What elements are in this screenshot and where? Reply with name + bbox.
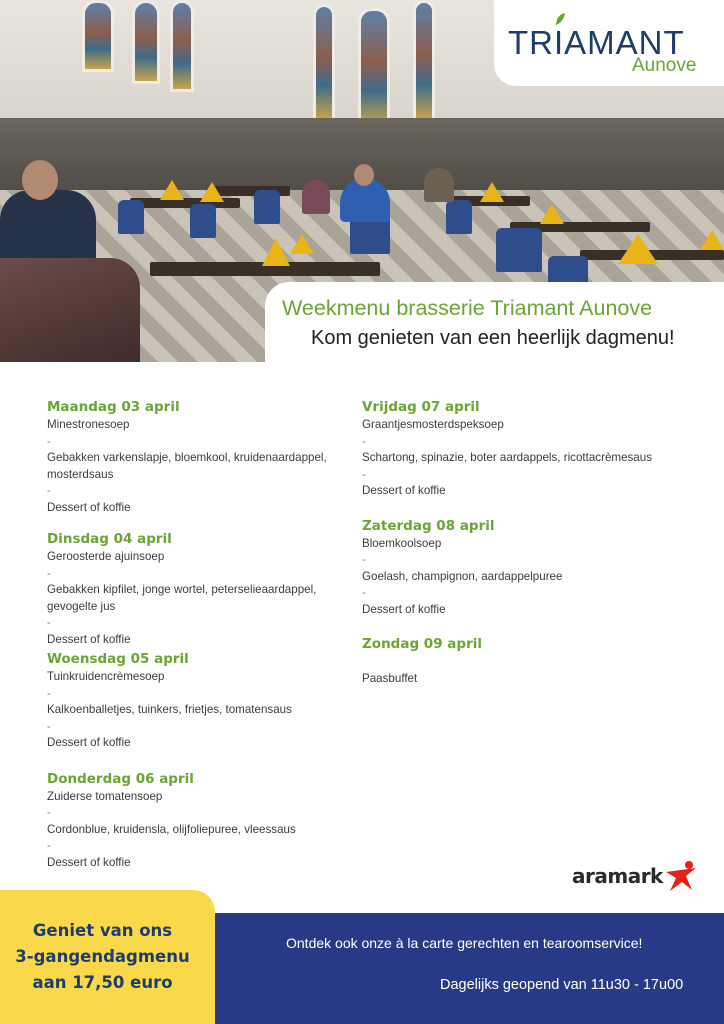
course-separator: - bbox=[47, 807, 51, 819]
page-title: Weekmenu brasserie Triamant Aunove bbox=[282, 296, 653, 320]
course-separator: - bbox=[47, 687, 51, 700]
menu-day bbox=[47, 770, 357, 872]
diner-head bbox=[354, 164, 374, 186]
promo-line-2: 3-gangendagmenu bbox=[15, 947, 190, 966]
menu-item: Schartong, spinazie, boter aardappels, ricottacrèmesaus bbox=[362, 451, 653, 464]
chair bbox=[118, 200, 144, 234]
menu-item: gevogelte jus bbox=[47, 599, 116, 613]
menu-item: Gebakken varkenslapje, bloemkool, kruidenaardappel, bbox=[47, 451, 327, 464]
aramark-wordmark: aramark bbox=[572, 864, 663, 888]
footer-line-carte: Ontdek ook onze à la carte gerechten en tearoomservice! bbox=[286, 935, 643, 951]
menu-column-left bbox=[47, 398, 357, 871]
day-title: Zondag 09 april bbox=[362, 636, 482, 652]
day-title: Maandag 03 april bbox=[47, 399, 180, 415]
footer-banner bbox=[196, 913, 724, 1024]
chair bbox=[446, 200, 472, 234]
course-separator: - bbox=[362, 435, 366, 448]
chair bbox=[548, 256, 588, 284]
menu-item: Minestronesoep bbox=[47, 418, 130, 431]
stained-glass-window bbox=[413, 0, 435, 122]
promo-line-1: Geniet van ons bbox=[32, 921, 173, 940]
triamant-logo bbox=[494, 0, 724, 86]
menu-item: Dessert of koffie bbox=[47, 632, 131, 646]
menu-item: Dessert of koffie bbox=[47, 500, 131, 514]
menu-day bbox=[362, 517, 702, 619]
page-subtitle: Kom genieten van een heerlijk dagmenu! bbox=[311, 327, 675, 349]
napkin bbox=[200, 182, 224, 202]
chair bbox=[190, 204, 216, 238]
course-separator: - bbox=[47, 435, 51, 448]
menu-column-right bbox=[362, 398, 702, 687]
stained-glass-window bbox=[358, 8, 390, 128]
promo-text bbox=[0, 918, 205, 996]
menu-item: Goelash, champignon, aardappelpuree bbox=[362, 569, 563, 583]
menu-item: Cordonblue, kruidensla, olijfoliepuree, vleessaus bbox=[47, 822, 296, 836]
chair bbox=[496, 228, 542, 272]
menu-item: Paasbuffet bbox=[362, 671, 418, 685]
course-separator: - bbox=[47, 485, 51, 497]
course-separator: - bbox=[362, 554, 366, 566]
stained-glass-window bbox=[132, 0, 160, 84]
course-separator: - bbox=[47, 840, 51, 852]
menu-day bbox=[47, 650, 357, 752]
menu-item: Graantjesmosterdspeksoep bbox=[362, 418, 504, 431]
aramark-star-icon bbox=[662, 860, 698, 892]
menu-item: Dessert of koffie bbox=[47, 736, 131, 749]
title-panel bbox=[265, 282, 724, 364]
menu-day bbox=[362, 635, 702, 687]
stained-glass-window bbox=[313, 4, 335, 122]
diner bbox=[424, 168, 454, 202]
menu-item: Kalkoenballetjes, tuinkers, frietjes, tomatensaus bbox=[47, 703, 292, 716]
menu-item: Dessert of koffie bbox=[47, 855, 131, 869]
day-title: Vrijdag 07 april bbox=[362, 399, 480, 415]
promo-line-3: aan 17,50 euro bbox=[32, 973, 173, 992]
logo-brand: TRIAMANT bbox=[508, 24, 685, 61]
footer-line-hours: Dagelijks geopend van 11u30 - 17u00 bbox=[440, 977, 684, 993]
chair bbox=[254, 190, 280, 224]
day-title: Donderdag 06 april bbox=[47, 770, 194, 787]
menu-item: Geroosterde ajuinsoep bbox=[47, 550, 165, 563]
menu-item: Gebakken kipfilet, jonge wortel, peterselieaardappel, bbox=[47, 583, 317, 596]
menu-item: Zuiderse tomatensoep bbox=[47, 789, 163, 803]
napkin bbox=[700, 230, 724, 250]
menu-day bbox=[362, 398, 702, 500]
napkin bbox=[290, 234, 314, 254]
aramark-logo bbox=[572, 860, 702, 894]
menu-day bbox=[47, 530, 357, 648]
napkin bbox=[618, 234, 658, 264]
course-separator: - bbox=[362, 587, 366, 599]
stained-glass-window bbox=[170, 0, 194, 92]
day-title: Woensdag 05 april bbox=[47, 651, 189, 667]
diner-head bbox=[22, 160, 58, 200]
napkin bbox=[540, 204, 564, 224]
coat bbox=[0, 258, 140, 362]
day-title: Dinsdag 04 april bbox=[47, 531, 172, 547]
menu-item bbox=[362, 654, 702, 671]
menu-item: Bloemkoolsoep bbox=[362, 536, 442, 550]
promo-box bbox=[0, 890, 215, 1024]
napkin bbox=[262, 238, 290, 266]
diner bbox=[302, 180, 330, 214]
course-separator: - bbox=[47, 720, 51, 733]
course-separator: - bbox=[47, 617, 51, 629]
menu-item: Dessert of koffie bbox=[362, 602, 446, 616]
stained-glass-window bbox=[82, 0, 114, 72]
day-title: Zaterdag 08 april bbox=[362, 517, 495, 534]
course-separator: - bbox=[47, 567, 51, 580]
napkin bbox=[480, 182, 504, 202]
napkin bbox=[160, 180, 184, 200]
logo-location: Aunove bbox=[632, 55, 697, 76]
menu-item: Tuinkruidencrèmesoep bbox=[47, 670, 165, 683]
menu-day bbox=[47, 398, 357, 516]
menu-item: Dessert of koffie bbox=[362, 484, 446, 497]
menu-item: mosterdsaus bbox=[47, 467, 114, 481]
course-separator: - bbox=[362, 468, 366, 481]
